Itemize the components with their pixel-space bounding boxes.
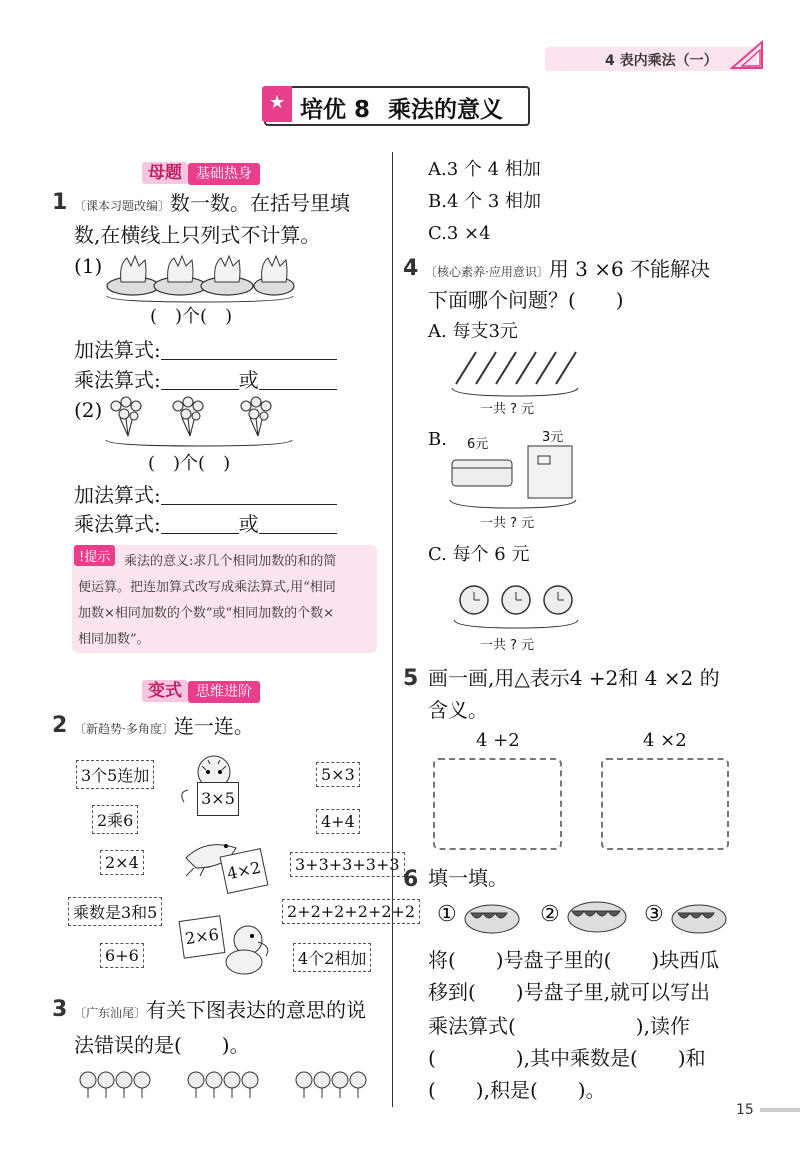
multiply-card[interactable]: 2×6: [179, 915, 226, 958]
flower-bunches-image: [104, 394, 294, 452]
question-number: 2: [52, 713, 68, 738]
match-left-item[interactable]: 3个5连加: [76, 760, 154, 789]
box-price: 6元: [467, 437, 489, 452]
match-right-item[interactable]: 5×3: [316, 762, 360, 787]
q1-text-line2: 数,在横线上只列式不计算。: [74, 223, 321, 247]
q3-tag: 〔广东汕尾〕: [74, 1006, 147, 1020]
q5-box1-label: 4 +2: [476, 730, 520, 751]
q3-option-a[interactable]: A.3 个 4 相加: [428, 159, 541, 180]
watermelon-plate-1: [463, 897, 521, 937]
q3-option-c[interactable]: C.3 ×4: [428, 223, 491, 244]
question-number: 5: [403, 666, 419, 691]
answer-line[interactable]: [259, 515, 337, 534]
title-text: 乘法的意义: [388, 97, 504, 123]
q4-total-a: 一共 ? 元: [480, 402, 535, 417]
match-left-item[interactable]: 乘数是3和5: [68, 897, 162, 926]
answer-line[interactable]: [161, 486, 337, 505]
section-header-basic: [142, 158, 260, 183]
section-sub-label: 基础热身: [188, 163, 260, 185]
q2-text: 〔新趋势·多角度〕连一连。: [74, 714, 254, 738]
q4-text-line1: 〔核心素养·应用意识〕用 3 ×6 不能解决: [425, 257, 711, 281]
watermelon-plate-2: [566, 895, 628, 937]
q5-box2-label: 4 ×2: [643, 730, 687, 751]
q1-part1-add: 加法算式:: [74, 340, 337, 360]
q4-text-line2: 下面哪个问题？( ): [428, 288, 624, 312]
q3-text-line2: 法错误的是( )。: [74, 1033, 250, 1057]
section-main-label: 变式: [142, 680, 188, 702]
q6-line3: 乘法算式( ),读作: [428, 1014, 690, 1038]
tip-label: !提示: [74, 545, 115, 566]
q3-text-line1: 〔广东汕尾〕有关下图表达的意思的说: [74, 998, 367, 1022]
plate-number: ③: [644, 902, 664, 927]
question-number: 6: [403, 867, 419, 892]
match-left-item[interactable]: 2乘6: [92, 805, 138, 834]
match-left-item[interactable]: 2×4: [100, 850, 144, 875]
q6-line2: 移到( )号盘子里,就可以写出: [428, 980, 710, 1004]
column-divider: [392, 152, 393, 1107]
plate-number: ①: [437, 902, 457, 927]
match-right-item[interactable]: 3+3+3+3+3: [290, 852, 405, 877]
multiply-card[interactable]: 3×5: [197, 782, 239, 816]
page-number: 15: [736, 1102, 754, 1118]
lollipop-groups-image: [76, 1068, 376, 1102]
page-footer-bar: [760, 1108, 800, 1112]
page-title: [300, 91, 503, 124]
multiply-card[interactable]: 4×2: [220, 848, 269, 894]
pens-image: [450, 344, 580, 400]
q4-total-b: 一共 ? 元: [480, 516, 535, 531]
section-header-advanced: [142, 676, 260, 701]
q1-part1-mul: 乘法算式: 或: [74, 370, 337, 390]
section-main-label: 母题: [142, 162, 188, 184]
q6-line4: ( ),其中乘数是( )和: [428, 1046, 706, 1070]
q6-line1: 将( )号盘子里的( )块西瓜: [428, 948, 720, 972]
title-number: 培优 8: [300, 97, 371, 123]
question-number: 4: [403, 256, 419, 281]
q1-text-line1: 〔课本习题改编〕数一数。在括号里填: [74, 191, 351, 215]
q1-part1-label: (1): [74, 254, 103, 278]
q4-option-b[interactable]: B.: [428, 429, 447, 450]
q4-option-c[interactable]: C. 每个 6 元: [428, 544, 530, 565]
triangle-ruler-icon: [730, 40, 764, 70]
q5-text-line1: 画一画,用△表示4 +2和 4 ×2 的: [428, 666, 720, 690]
drawing-area-addition[interactable]: [433, 758, 562, 850]
tip-text: 乘法的意义:求几个相同加数的和的简 便运算。把连加算式改写成乘法算式,用“相同 加数×相同加数的个数”或“相同加数的个数× 相同加数”。: [78, 554, 337, 647]
q1-part2-add: 加法算式:: [74, 485, 337, 505]
q4-total-c: 一共 ? 元: [480, 638, 535, 653]
question-number: 3: [52, 997, 68, 1022]
pencil-box-and-notebook-image: [448, 442, 578, 512]
answer-line[interactable]: [161, 515, 239, 534]
match-right-item[interactable]: 4+4: [316, 809, 360, 834]
answer-line[interactable]: [259, 371, 337, 390]
match-right-item[interactable]: 2+2+2+2+2+2: [282, 899, 420, 924]
plate-number: ②: [540, 902, 560, 927]
pineapple-plates-image: [105, 248, 295, 306]
q1-part2-label: (2): [74, 398, 103, 422]
watermelon-plate-3: [670, 897, 728, 937]
q3-option-b[interactable]: B.4 个 3 相加: [428, 191, 542, 212]
q4-option-a[interactable]: A. 每支3元: [428, 321, 518, 342]
book-price: 3元: [542, 430, 564, 445]
q1-part1-count: ( )个( ): [150, 306, 233, 327]
q1-tag: 〔课本习题改编〕: [74, 199, 171, 213]
q4-tag: 〔核心素养·应用意识〕: [425, 265, 549, 279]
section-sub-label: 思维进阶: [188, 681, 260, 703]
chapter-title: 4 表内乘法（一）: [605, 53, 718, 69]
star-icon: ★: [269, 92, 286, 113]
q6-line5: ( ),积是( )。: [428, 1078, 606, 1102]
q1-part2-count: ( )个( ): [148, 453, 231, 474]
drawing-area-multiplication[interactable]: [601, 758, 729, 850]
match-left-item[interactable]: 6+6: [100, 943, 144, 968]
answer-line[interactable]: [161, 371, 239, 390]
match-right-item[interactable]: 4个2相加: [293, 943, 371, 972]
question-number: 1: [52, 190, 68, 215]
alarm-clocks-image: [452, 580, 580, 632]
q6-text: 填一填。: [428, 866, 508, 890]
q1-part2-mul: 乘法算式: 或: [74, 514, 337, 534]
q2-tag: 〔新趋势·多角度〕: [74, 722, 174, 736]
answer-line[interactable]: [161, 341, 337, 360]
q5-text-line2: 含义。: [428, 698, 488, 722]
